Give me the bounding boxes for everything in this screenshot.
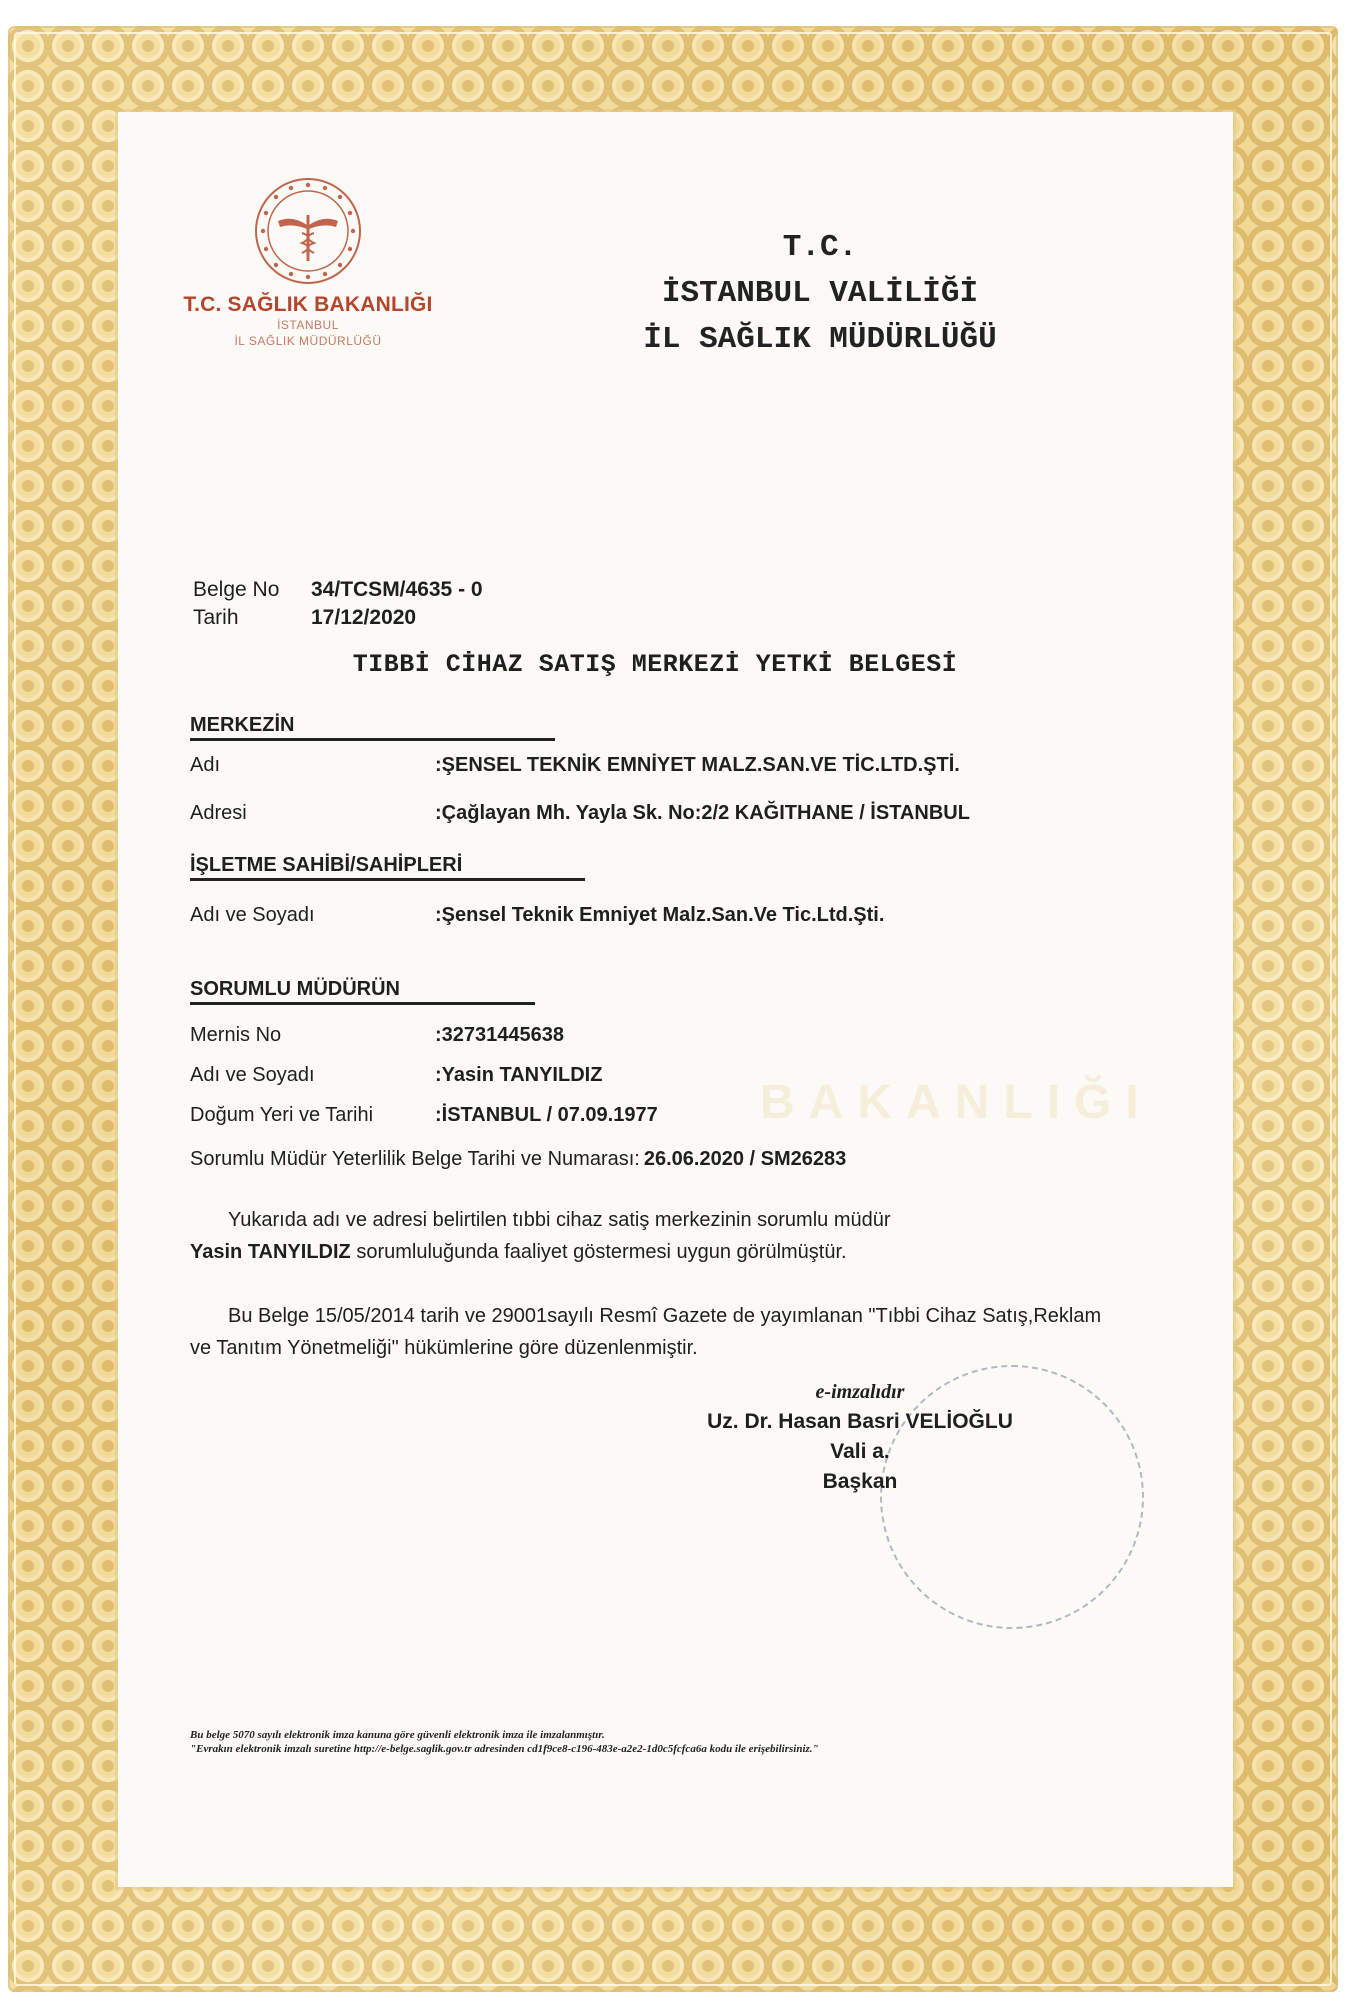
value: :Şensel Teknik Emniyet Malz.San.Ve Tic.Ltd.Şti.: [435, 904, 885, 926]
p2-text: Bu Belge 15/05/2014 tarih ve 29001sayılı Resmî Gazete de yayımlanan "Tıbbi Cihaz Satış,Reklam ve Tanıtım Yönetmeliği" hükümlerine göre düzenlenmiştir.: [190, 1305, 1102, 1359]
tarih-value: 17/12/2020: [311, 606, 417, 629]
value: :Çağlayan Mh. Yayla Sk. No:2/2 KAĞITHANE / İSTANBUL: [435, 802, 970, 824]
issuer-heading: [540, 225, 1100, 363]
value: :ŞENSEL TEKNİK EMNİYET MALZ.SAN.VE TİC.LTD.ŞTİ.: [435, 754, 960, 776]
value: :İSTANBUL / 07.09.1977: [435, 1104, 658, 1126]
label: Sorumlu Müdür Yeterlilik Belge Tarihi ve Numarası:: [190, 1148, 640, 1170]
label: Adı: [190, 754, 221, 776]
heading-line-mudurluk: İL SAĞLIK MÜDÜRLÜĞÜ: [643, 322, 997, 357]
field-isletme-adsoyad: [190, 902, 884, 928]
signer-title-1: Vali a.: [830, 1440, 890, 1463]
p1-line2: sorumluluğunda faaliyet göstermesi uygun görülmüştür.: [350, 1241, 847, 1263]
regulation-paragraph: [190, 1300, 1110, 1364]
faint-watermark: BAKANLIĞI: [760, 1076, 1153, 1129]
logo-city: İSTANBUL: [277, 318, 339, 332]
label: Doğum Yeri ve Tarihi: [190, 1104, 374, 1126]
document-meta: [193, 576, 483, 632]
signer-name: Uz. Dr. Hasan Basri VELİOĞLU: [707, 1410, 1013, 1433]
belge-no-value: 34/TCSM/4635 - 0: [311, 578, 483, 601]
section-merkez: MERKEZİN: [190, 712, 555, 741]
signer-title-2: Başkan: [822, 1470, 898, 1493]
field-sorumlu-adsoyad: [190, 1062, 602, 1088]
e-signature-footer: [190, 1728, 1110, 1756]
footer-line-1: Bu belge 5070 sayılı elektronik imza kanuna göre güvenli elektronik imza ile imzalanmıştır.: [190, 1729, 605, 1741]
label: Adresi: [190, 802, 247, 824]
e-signature-note: e-imzalıdır: [815, 1381, 905, 1403]
field-merkez-adi: [190, 752, 960, 778]
ministry-name: T.C. SAĞLIK BAKANLIĞI: [183, 293, 433, 316]
tarih-label: Tarih: [193, 606, 239, 629]
ministry-logo: [178, 175, 438, 349]
section-isletme: İŞLETME SAHİBİ/SAHİPLERİ: [190, 852, 585, 881]
field-mernis: [190, 1022, 564, 1048]
p1-line1: Yukarıda adı ve adresi belirtilen tıbbi cihaz satiş merkezinin sorumlu müdür: [228, 1209, 891, 1231]
heading-line-tc: T.C.: [782, 230, 858, 265]
value: :32731445638: [435, 1024, 565, 1046]
value: :Yasin TANYILDIZ: [435, 1064, 603, 1086]
label: Mernis No: [190, 1024, 282, 1046]
field-merkez-adres: [190, 800, 970, 826]
logo-directorate: İL SAĞLIK MÜDÜRLÜĞÜ: [234, 334, 382, 348]
footer-line-2: "Evrakın elektronik imzalı suretine http://e-belge.saglik.gov.tr adresinden cd1f9ce8-c196-483e-a2e2-1d0c5fcfca6a kodu ile erişebilirsiniz.": [190, 1743, 819, 1755]
document-title: TIBBİ CİHAZ SATIŞ MERKEZİ YETKİ BELGESİ: [352, 650, 958, 679]
p1-name: Yasin TANYILDIZ: [190, 1241, 351, 1263]
belge-no-label: Belge No: [193, 578, 280, 601]
field-yeterlilik: [190, 1146, 846, 1172]
section-sorumlu: SORUMLU MÜDÜRÜN: [190, 976, 535, 1005]
value: 26.06.2020 / SM26283: [643, 1148, 847, 1170]
heading-line-valilik: İSTANBUL VALİLİĞİ: [661, 276, 979, 311]
field-dogum: [190, 1102, 658, 1128]
caduceus-emblem-icon: [252, 175, 364, 287]
label: Adı ve Soyadı: [190, 1064, 315, 1086]
label: Adı ve Soyadı: [190, 904, 315, 926]
signature-block: [640, 1377, 1080, 1497]
approval-paragraph: [190, 1204, 1110, 1268]
